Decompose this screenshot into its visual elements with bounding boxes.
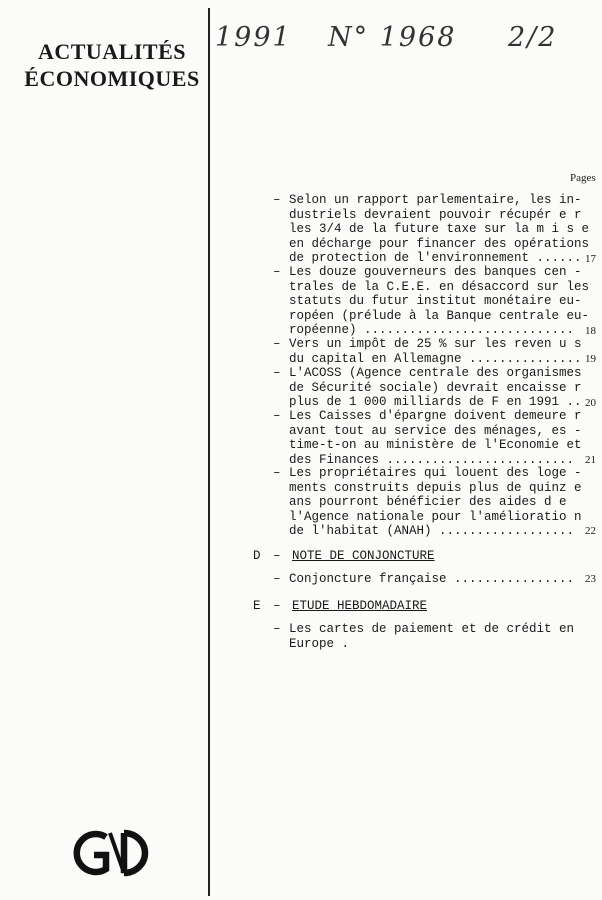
page-number: 22 xyxy=(585,525,596,537)
entry-line: de l'habitat (ANAH) .................. xyxy=(289,524,575,538)
entry-dash: – xyxy=(273,466,281,480)
entry-dash: – xyxy=(273,337,281,351)
entry-line: les 3/4 de la future taxe sur la m i s e xyxy=(289,222,590,236)
gd-logo xyxy=(66,827,158,879)
entry-dash: – xyxy=(273,193,281,207)
entry-line: dustriels devraient pouvoir récupér e r xyxy=(289,207,582,222)
entry-line: time-t-on au ministère de l'Economie et xyxy=(289,438,582,452)
entry-line: Les Caisses d'épargne doivent demeure r xyxy=(289,409,582,423)
section-e-title: ETUDE HEBDOMADAIRE xyxy=(292,599,428,613)
entry-line: ments construits depuis plus de quinz e xyxy=(289,480,582,495)
entry-line: Les propriétaires qui louent des loge - xyxy=(289,466,582,480)
entry-line: plus de 1 000 milliards de F en 1991 .. xyxy=(289,395,582,409)
section-d-letter: D xyxy=(253,549,261,563)
page-number: 19 xyxy=(585,353,596,365)
section-d-heading xyxy=(273,549,435,563)
section-e-heading xyxy=(273,599,427,613)
entry-line: en décharge pour financer des opérations xyxy=(289,236,590,251)
entry-line: L'ACOSS (Agence centrale des organismes xyxy=(289,366,582,380)
entry-line: l'Agence nationale pour l'amélioratio n xyxy=(289,509,582,524)
entry-dash: – xyxy=(273,265,281,279)
section-d-title: NOTE DE CONJONCTURE xyxy=(292,549,435,563)
page-number: 17 xyxy=(585,253,596,265)
masthead-line-2: ÉCONOMIQUES xyxy=(24,66,200,91)
entry-line: statuts du futur institut monétaire eu- xyxy=(289,294,582,308)
pages-header: Pages xyxy=(570,172,596,184)
handwritten-page: 2/2 xyxy=(508,22,558,53)
entry-line: Selon un rapport parlementaire, les in- xyxy=(289,193,582,207)
entry-dash: – xyxy=(273,572,281,586)
page-number: 20 xyxy=(585,397,596,409)
entry-line: Les cartes de paiement et de crédit en xyxy=(289,622,575,636)
entry-dash: – xyxy=(273,622,281,636)
entry-line: ans pourront bénéficier des aides d e xyxy=(289,495,567,509)
vertical-divider xyxy=(208,8,210,896)
masthead xyxy=(22,38,202,92)
entry-line: trales de la C.E.E. en désaccord sur les xyxy=(289,279,590,294)
page-number: 18 xyxy=(585,325,596,337)
entry-line: Les douze gouverneurs des banques cen - xyxy=(289,265,582,279)
entry-line: Vers un impôt de 25 % sur les reven u s xyxy=(289,337,582,351)
entry-line: avant tout au service des ménages, es - xyxy=(289,423,582,438)
page-number: 23 xyxy=(585,573,596,585)
entry-dash: – xyxy=(273,409,281,423)
entry-line: du capital en Allemagne ............... xyxy=(289,351,582,366)
entry-line: Europe . xyxy=(289,636,350,651)
handwritten-issue: N° 1968 xyxy=(328,22,457,53)
entry-dash: – xyxy=(273,549,281,563)
entry-line: de Sécurité sociale) devrait encaisse r xyxy=(289,380,582,395)
entry-dash: – xyxy=(273,599,281,613)
handwritten-year: 1991 xyxy=(215,22,292,53)
entry-line: ropéen (prélude à la Banque centrale eu- xyxy=(289,308,590,323)
entry-line: de protection de l'environnement ...... xyxy=(289,251,582,265)
entry-line: Conjoncture française ................ xyxy=(289,572,575,586)
page-number: 21 xyxy=(585,454,596,466)
section-e-letter: E xyxy=(253,599,261,613)
entry-line: des Finances ......................... xyxy=(289,452,575,467)
entry-line: ropéenne) ............................ xyxy=(289,323,575,337)
entry-dash: – xyxy=(273,366,281,380)
masthead-line-1: ACTUALITÉS xyxy=(37,39,187,64)
